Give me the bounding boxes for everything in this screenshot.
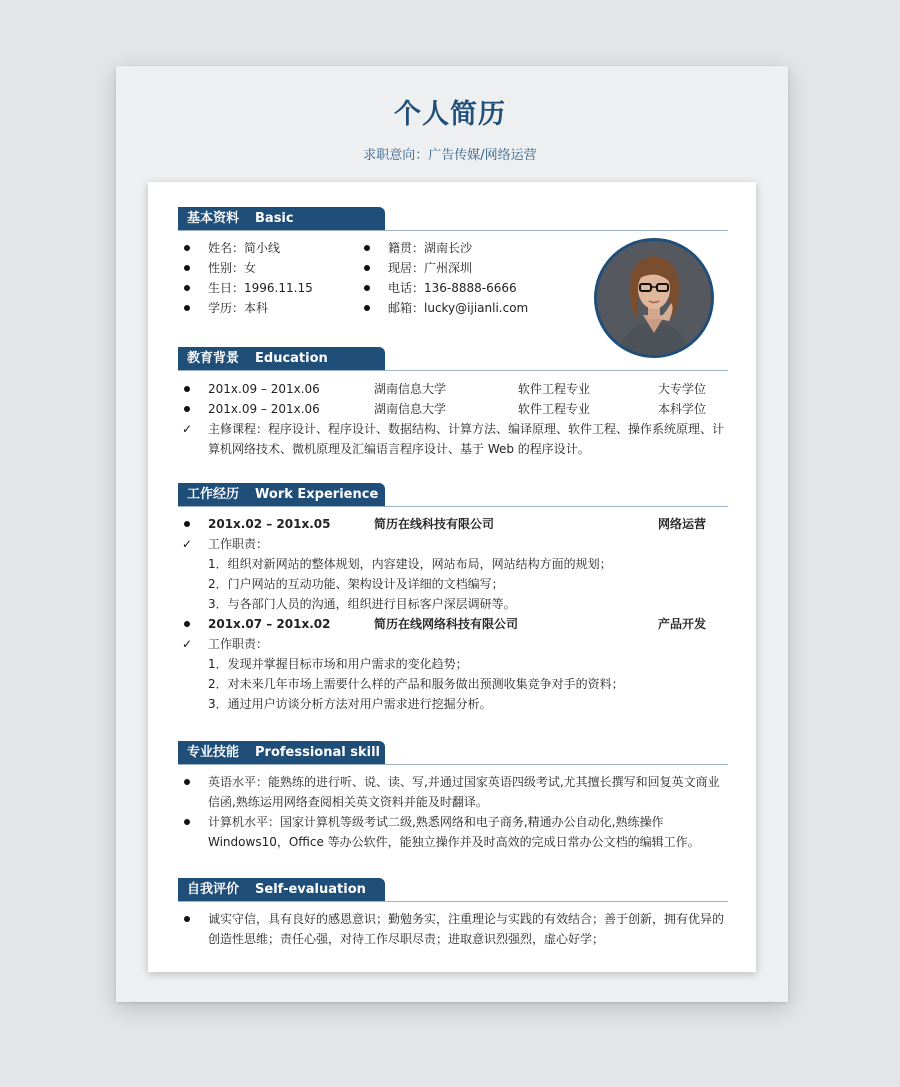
profile-photo	[594, 238, 714, 358]
checkmark-icon: ✓	[182, 537, 193, 551]
education-row	[178, 379, 728, 399]
bullet-icon	[184, 621, 190, 627]
section-rule	[178, 230, 728, 231]
education-period: 201x.09 – 201x.06	[208, 402, 320, 416]
section-header-education	[178, 347, 728, 372]
section-title-en: Work Experience	[255, 487, 379, 502]
section-rule	[178, 370, 728, 371]
section-tab-education	[178, 347, 385, 370]
bullet-icon	[184, 819, 190, 825]
education-major: 软件工程专业	[518, 382, 591, 396]
basic-birthday: 生日：1996.11.15	[208, 281, 313, 295]
courses-text: 主修课程：程序设计、程序设计、数据结构、计算方法、编译原理、软件工程、操作系统原理、计算机网络技术、微机原理及汇编语言程序设计、基于 Web 的程序设计。	[208, 422, 725, 456]
basic-phone: 电话：136-8888-6666	[388, 281, 517, 295]
resume-title: 个人简历	[394, 99, 506, 130]
bullet-icon	[364, 305, 370, 311]
courses-row	[178, 419, 728, 459]
duty-item: 1．发现并掌握目标市场和用户需求的变化趋势；	[208, 657, 468, 671]
education-degree: 本科学位	[658, 402, 707, 416]
section-title-cn: 专业技能	[187, 745, 240, 760]
section-work	[178, 483, 728, 723]
duty-item: 3．与各部门人员的沟通，组织进行目标客户深层调研等。	[208, 597, 516, 611]
bullet-icon	[184, 406, 190, 412]
bullet-icon	[364, 285, 370, 291]
basic-email: 邮箱：lucky@ijianli.com	[388, 301, 529, 315]
section-title-cn: 工作经历	[187, 487, 240, 502]
section-title-cn: 教育背景	[187, 351, 240, 366]
job-objective: 求职意向：广告传媒/网络运营	[363, 148, 537, 163]
bullet-icon	[184, 386, 190, 392]
job-header	[178, 614, 728, 634]
bullet-icon	[184, 245, 190, 251]
duty-label-row	[178, 634, 728, 654]
section-title-cn: 基本资料	[187, 211, 240, 226]
job-header	[178, 514, 728, 534]
section-rule	[178, 506, 728, 507]
basic-name: 姓名：简小线	[208, 241, 281, 255]
section-tab-self	[178, 878, 385, 901]
section-title-cn: 自我评价	[187, 882, 240, 897]
section-header-work	[178, 483, 728, 508]
section-skills	[178, 741, 728, 861]
education-period: 201x.09 – 201x.06	[208, 382, 320, 396]
skill-item	[178, 812, 728, 852]
skill-computer: 计算机水平：国家计算机等级考试二级,熟悉网络和电子商务,精通办公自动化,熟练操作 Windows10，Office 等办公软件，能独立操作并及时高效的完成日常办公文档的编辑工作。	[208, 815, 700, 849]
duty-item: 3．通过用户访谈分析方法对用户需求进行挖掘分析。	[208, 697, 492, 711]
section-header-basic	[178, 207, 728, 232]
self-evaluation-item	[178, 909, 728, 949]
duty-item: 2．对未来几年市场上需要什么样的产品和服务做出预测收集竞争对手的资料；	[208, 677, 624, 691]
section-self-evaluation	[178, 878, 728, 958]
duty-label: 工作职责：	[208, 537, 269, 551]
basic-residence: 现居：广州深圳	[388, 261, 473, 275]
bullet-icon	[364, 245, 370, 251]
job-role: 产品开发	[658, 617, 707, 631]
education-school: 湖南信息大学	[374, 382, 447, 396]
bullet-icon	[184, 265, 190, 271]
job-role: 网络运营	[658, 517, 707, 531]
duty-label-row	[178, 534, 728, 554]
job-period: 201x.02 – 201x.05	[208, 517, 331, 531]
job-period: 201x.07 – 201x.02	[208, 617, 331, 631]
section-rule	[178, 901, 728, 902]
job-company: 简历在线网络科技有限公司	[374, 617, 519, 631]
checkmark-icon: ✓	[182, 422, 193, 436]
section-title-en: Professional skill	[255, 745, 380, 760]
basic-gender: 性别：女	[208, 261, 257, 275]
duty-item: 1．组织对新网站的整体规划，内容建设，网站布局，网站结构方面的规划；	[208, 557, 612, 571]
section-education	[178, 347, 728, 467]
section-title-en: Basic	[255, 211, 294, 226]
section-header-self	[178, 878, 728, 903]
bullet-icon	[184, 285, 190, 291]
section-rule	[178, 764, 728, 765]
checkmark-icon: ✓	[182, 637, 193, 651]
section-title-en: Education	[255, 351, 328, 366]
resume-body	[148, 182, 756, 972]
duty-label: 工作职责：	[208, 637, 269, 651]
bullet-icon	[184, 521, 190, 527]
skill-english: 英语水平：能熟练的进行听、说、读、写,并通过国家英语四级考试,尤其擅长撰写和回复英文商业信函,熟练运用网络查阅相关英文资料并能及时翻译。	[208, 775, 720, 809]
job-company: 简历在线科技有限公司	[374, 517, 495, 531]
section-tab-skills	[178, 741, 385, 764]
bullet-icon	[184, 305, 190, 311]
duty-item: 2．门户网站的互动功能、架构设计及详细的文档编写；	[208, 577, 504, 591]
bullet-icon	[184, 779, 190, 785]
education-major: 软件工程专业	[518, 402, 591, 416]
education-degree: 大专学位	[658, 382, 707, 396]
bullet-icon	[364, 265, 370, 271]
bullet-icon	[184, 916, 190, 922]
self-evaluation-text: 诚实守信，具有良好的感恩意识；勤勉务实，注重理论与实践的有效结合；善于创新，拥有优异的创造性思维；责任心强，对待工作尽职尽责；进取意识烈强烈，虚心好学；	[208, 912, 725, 946]
basic-education: 学历：本科	[208, 301, 269, 315]
section-title-en: Self-evaluation	[255, 882, 366, 897]
skill-item	[178, 772, 728, 812]
section-tab-basic	[178, 207, 385, 230]
education-row	[178, 399, 728, 419]
basic-hometown: 籍贯：湖南长沙	[388, 241, 473, 255]
education-school: 湖南信息大学	[374, 402, 447, 416]
section-tab-work	[178, 483, 385, 506]
section-header-skills	[178, 741, 728, 766]
person-photo-icon	[597, 241, 711, 355]
